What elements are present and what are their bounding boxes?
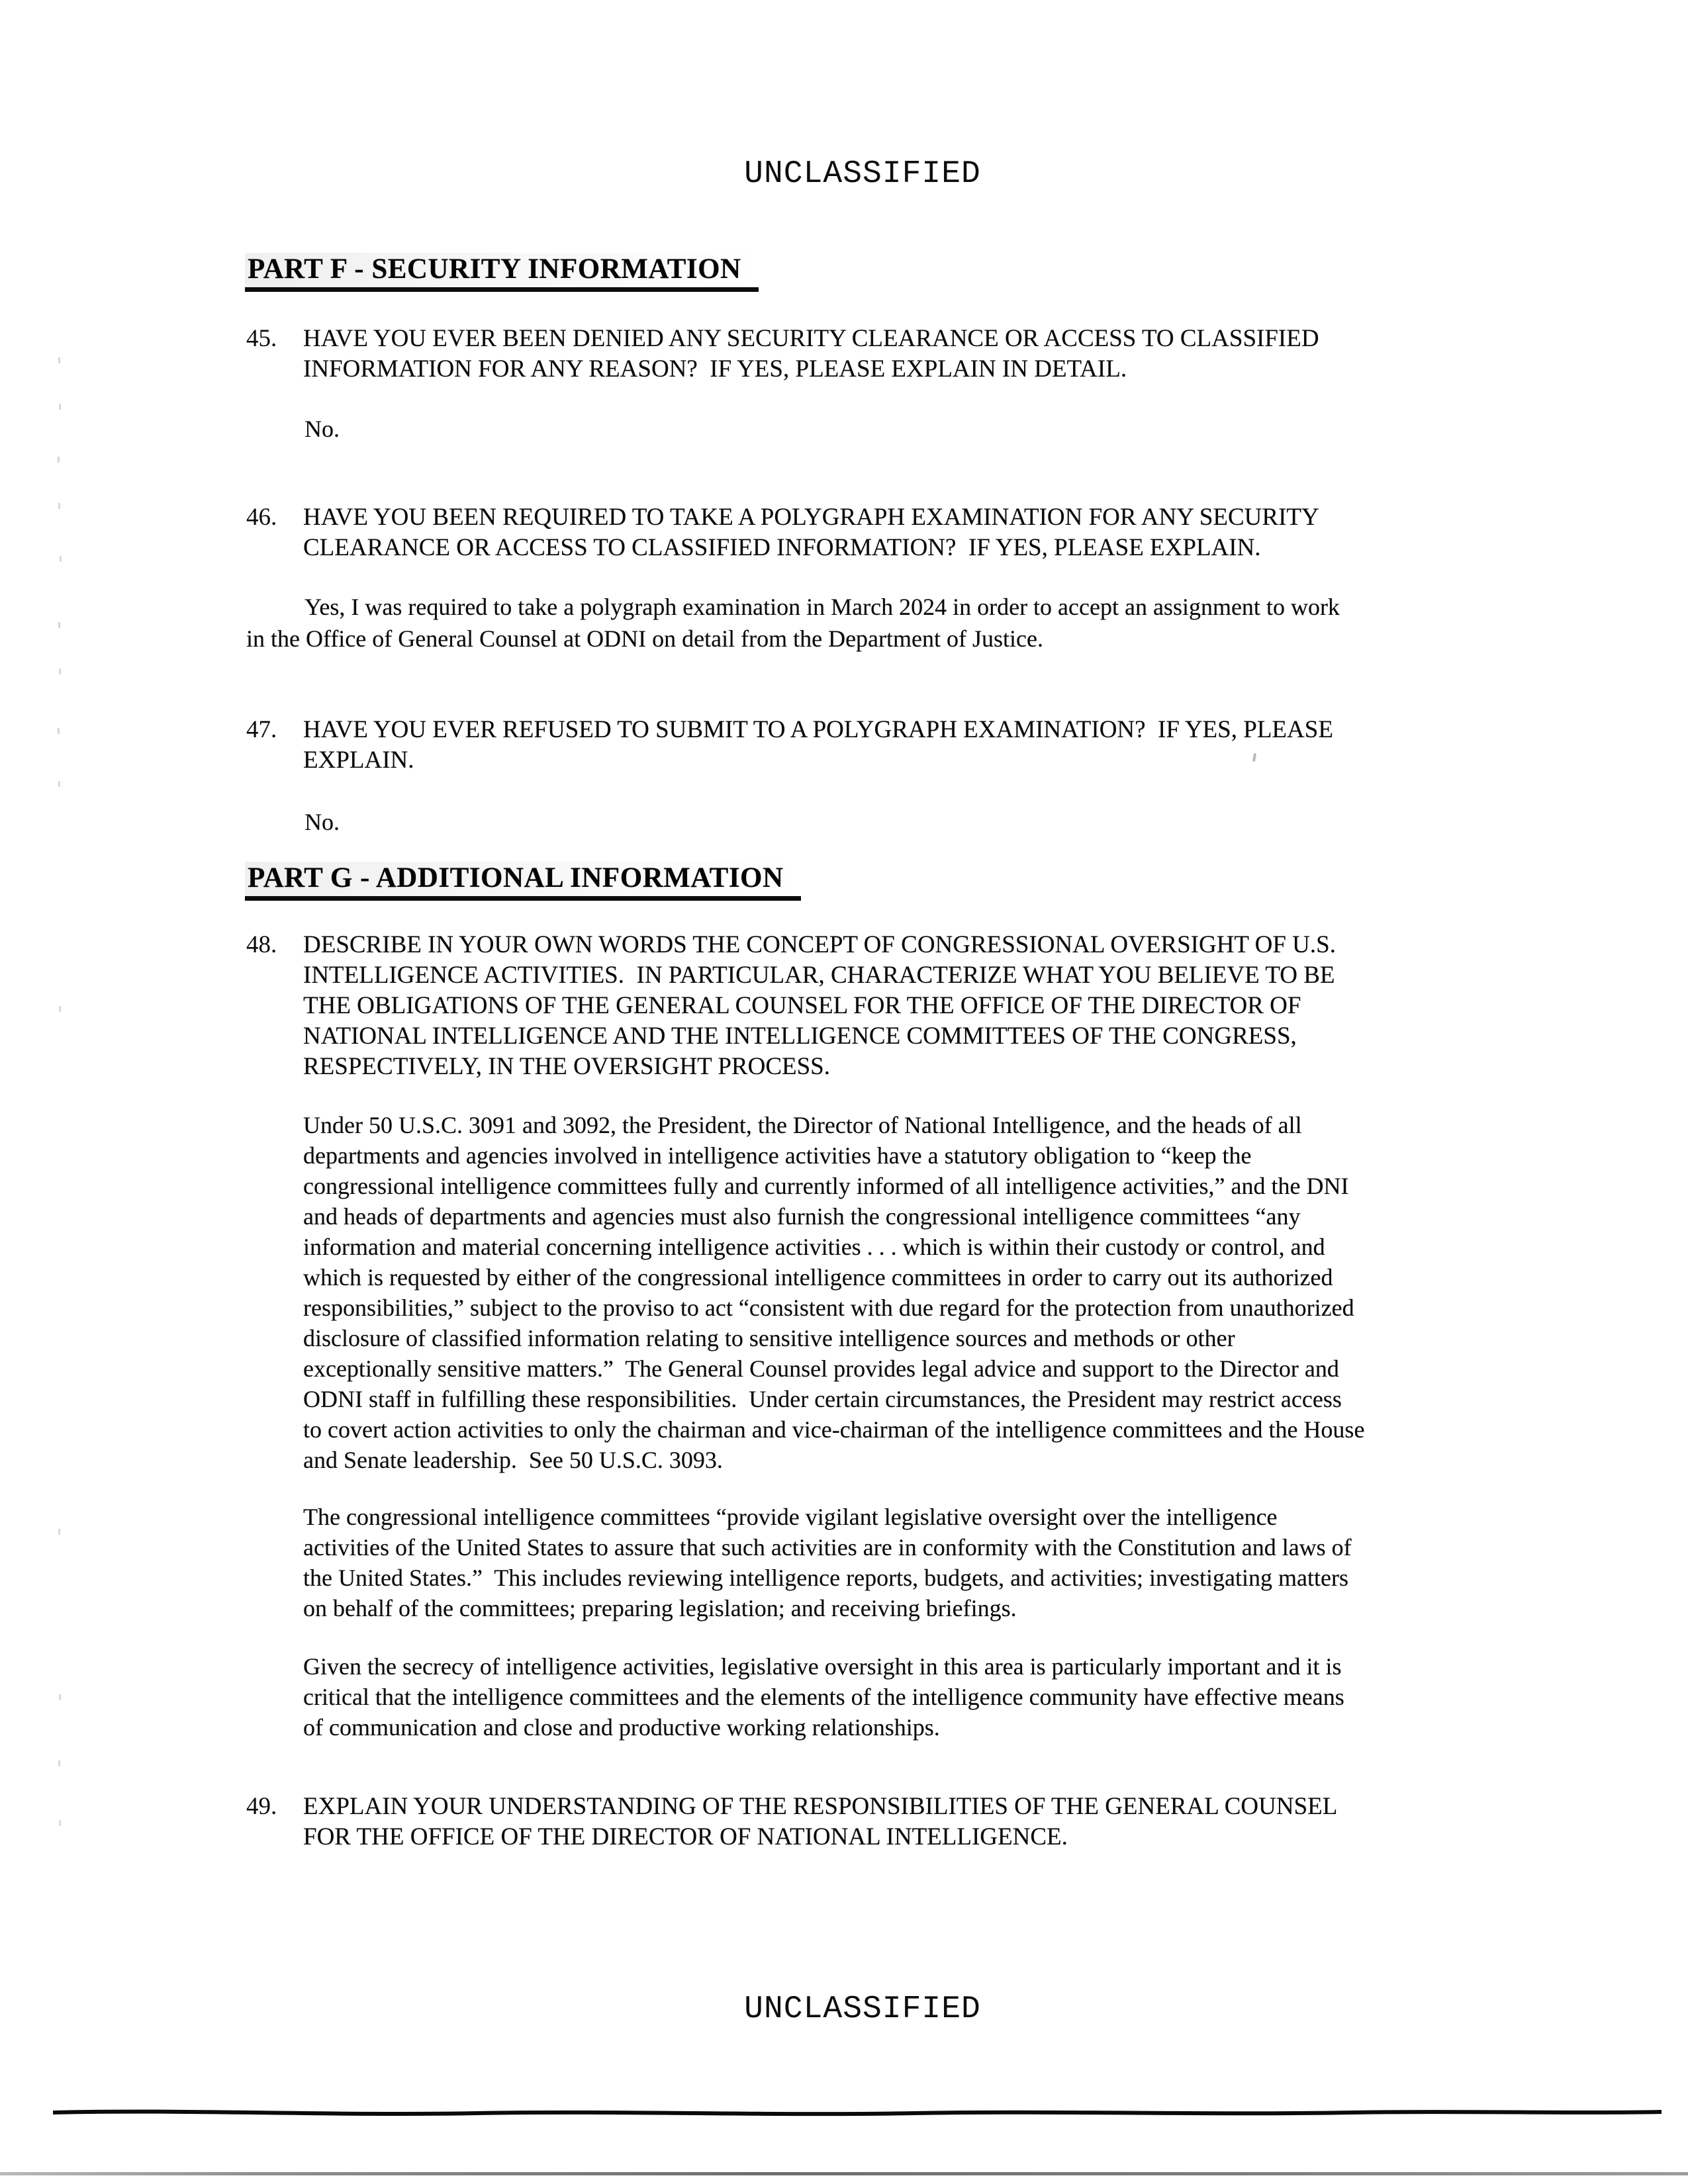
text-line: EXPLAIN YOUR UNDERSTANDING OF THE RESPONSIBILITIES OF THE GENERAL COUNSEL xyxy=(303,1793,1338,1820)
answer-47 xyxy=(305,807,1529,837)
question-48-number: 48. xyxy=(246,931,277,958)
question-46-text xyxy=(303,502,1529,563)
answer-48-paragraph-3 xyxy=(303,1651,1536,1743)
text-line: RESPECTIVELY, IN THE OVERSIGHT PROCESS. xyxy=(303,1053,831,1080)
question-49-text xyxy=(303,1792,1529,1852)
question-49-number: 49. xyxy=(246,1793,277,1820)
text-line: THE OBLIGATIONS OF THE GENERAL COUNSEL FOR THE OFFICE OF THE DIRECTOR OF xyxy=(303,992,1301,1019)
text-line: HAVE YOU EVER REFUSED TO SUBMIT TO A POLYGRAPH EXAMINATION? IF YES, PLEASE xyxy=(303,716,1333,743)
text-line: Given the secrecy of intelligence activities, legislative oversight in this area is particularly important and it is xyxy=(303,1653,1342,1680)
text-line: congressional intelligence committees fully and currently informed of all intelligence activities,” and the DNI xyxy=(303,1173,1349,1199)
text-line: ODNI staff in fulfilling these responsibilities. Under certain circumstances, the President may restrict access xyxy=(303,1386,1342,1412)
text-line: on behalf of the committees; preparing legislation; and receiving briefings. xyxy=(303,1595,1017,1621)
text-line: INFORMATION FOR ANY REASON? IF YES, PLEASE EXPLAIN IN DETAIL. xyxy=(303,355,1127,383)
text-line: NATIONAL INTELLIGENCE AND THE INTELLIGENCE COMMITTEES OF THE CONGRESS, xyxy=(303,1023,1297,1050)
question-46 xyxy=(246,502,1529,563)
question-49 xyxy=(246,1792,1529,1852)
text-line: disclosure of classified information relating to sensitive intelligence sources and methods or other xyxy=(303,1325,1235,1351)
text-line: in the Office of General Counsel at ODNI on detail from the Department of Justice. xyxy=(246,625,1043,652)
text-line: No. xyxy=(305,809,340,835)
scan-artifact-gray-line xyxy=(0,2172,1688,2175)
text-line: information and material concerning intelligence activities . . . which is within their custody or control, and xyxy=(303,1234,1325,1260)
text-line: The congressional intelligence committees “provide vigilant legislative oversight over the intelligence xyxy=(303,1504,1278,1530)
text-line: HAVE YOU BEEN REQUIRED TO TAKE A POLYGRAPH EXAMINATION FOR ANY SECURITY xyxy=(303,504,1319,531)
text-line: of communication and close and productive working relationships. xyxy=(303,1714,940,1741)
text-line: responsibilities,” subject to the proviso to act “consistent with due regard for the protection from unauthorized xyxy=(303,1295,1354,1321)
text-line: which is requested by either of the congressional intelligence committees in order to carry out its authorized xyxy=(303,1264,1333,1291)
scan-artifact-specks xyxy=(58,357,60,363)
text-line: INTELLIGENCE ACTIVITIES. IN PARTICULAR, CHARACTERIZE WHAT YOU BELIEVE TO BE xyxy=(303,962,1335,989)
section-title-part-g: PART G - ADDITIONAL INFORMATION xyxy=(245,862,801,901)
text-line: critical that the intelligence committees and the elements of the intelligence community have effective means xyxy=(303,1684,1344,1710)
question-45-text xyxy=(303,324,1529,385)
text-line: EXPLAIN. xyxy=(303,747,414,774)
text-line: Yes, I was required to take a polygraph examination in March 2024 in order to accept an assignment to work xyxy=(305,594,1340,620)
scan-artifact-thick-line xyxy=(53,2107,1662,2119)
text-line: to covert action activities to only the chairman and vice-chairman of the intelligence committees and the House xyxy=(303,1416,1365,1443)
text-line: CLEARANCE OR ACCESS TO CLASSIFIED INFORMATION? IF YES, PLEASE EXPLAIN. xyxy=(303,534,1261,561)
text-line: departments and agencies involved in intelligence activities have a statutory obligation to “keep the xyxy=(303,1142,1252,1169)
text-line: and Senate leadership. See 50 U.S.C. 3093. xyxy=(303,1447,723,1473)
text-line: and heads of departments and agencies must also furnish the congressional intelligence committees “any xyxy=(303,1203,1301,1230)
classification-header: UNCLASSIFIED xyxy=(744,156,981,192)
answer-48-paragraph-2 xyxy=(303,1502,1536,1623)
text-line: activities of the United States to assure that such activities are in conformity with the Constitution and laws of xyxy=(303,1534,1352,1561)
question-47-number: 47. xyxy=(246,716,277,743)
answer-45 xyxy=(305,414,1529,444)
classification-footer: UNCLASSIFIED xyxy=(744,1991,981,2027)
text-line: No. xyxy=(305,416,340,442)
answer-48-paragraph-1 xyxy=(303,1110,1536,1475)
text-line: exceptionally sensitive matters.” The General Counsel provides legal advice and support to the Director and xyxy=(303,1355,1339,1382)
question-46-number: 46. xyxy=(246,504,277,531)
answer-46 xyxy=(246,591,1529,655)
question-45 xyxy=(246,324,1529,385)
text-line: Under 50 U.S.C. 3091 and 3092, the President, the Director of National Intelligence, and the heads of all xyxy=(303,1112,1302,1138)
question-48 xyxy=(246,930,1529,1082)
text-line: FOR THE OFFICE OF THE DIRECTOR OF NATIONAL INTELLIGENCE. xyxy=(303,1823,1068,1850)
question-48-text xyxy=(303,930,1529,1082)
question-47 xyxy=(246,715,1529,776)
question-47-text xyxy=(303,715,1529,776)
text-line: the United States.” This includes reviewing intelligence reports, budgets, and activities; investigating matters xyxy=(303,1565,1348,1591)
text-line: DESCRIBE IN YOUR OWN WORDS THE CONCEPT OF CONGRESSIONAL OVERSIGHT OF U.S. xyxy=(303,931,1336,958)
section-title-part-f: PART F - SECURITY INFORMATION xyxy=(245,253,759,292)
question-45-number: 45. xyxy=(246,325,277,352)
text-line: HAVE YOU EVER BEEN DENIED ANY SECURITY CLEARANCE OR ACCESS TO CLASSIFIED xyxy=(303,325,1319,352)
